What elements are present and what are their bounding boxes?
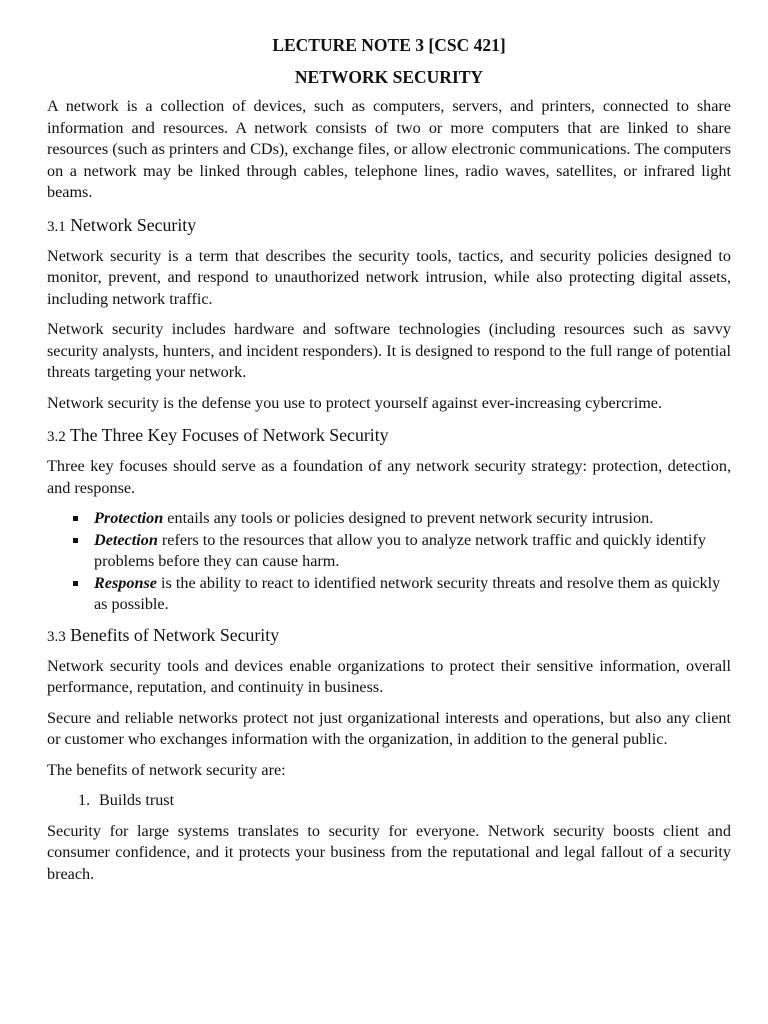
section-title: Network Security [70, 214, 197, 235]
list-item-number: 1. [78, 791, 91, 809]
benefits-list [47, 790, 731, 812]
section-number: 3.3 [47, 628, 66, 645]
section-heading-3-1 [47, 213, 731, 239]
intro-paragraph: A network is a collection of devices, such as computers, servers, and printers, connected to share information and resources. A network consists of two or more computers that are linked to share resources (such as printers and CDs), exchange files, or allow electronic communications. The computers on a network may be linked through cables, telephone lines, radio waves, satellites, or infrared light beams. [47, 97, 731, 201]
paragraph: Network security is a term that describes the security tools, tactics, and security policies designed to monitor, prevent, and respond to unauthorized network intrusion, while also protecting digital assets, including network traffic. [47, 246, 731, 308]
document-subtitle: NETWORK SECURITY [294, 67, 484, 87]
list-item [71, 573, 731, 616]
paragraph: Secure and reliable networks protect not just organizational interests and operations, but also any client or customer who exchanges information with the organization, in addition to the general public. [47, 708, 731, 748]
paragraph: Three key focuses should serve as a foundation of any network security strategy: protection, detection, and response. [47, 457, 731, 497]
list-item-term: Protection [94, 509, 164, 527]
list-item-text: Builds trust [99, 791, 175, 809]
section-number: 3.1 [47, 218, 66, 235]
list-item-text: is the ability to react to identified network security threats and resolve them as quickly as possible. [94, 573, 721, 613]
list-item-term: Detection [94, 530, 158, 549]
focus-list [47, 508, 731, 616]
list-item-text: entails any tools or policies designed to prevent network security intrusion. [163, 509, 654, 527]
square-bullet-icon [73, 516, 78, 521]
paragraph: Security for large systems translates to security for everyone. Network security boosts client and consumer confidence, and it protects your business from the reputational and legal fallout of a security breach. [47, 821, 731, 883]
section-title: The Three Key Focuses of Network Security [69, 425, 389, 445]
section-heading-3-2 [47, 423, 731, 449]
square-bullet-icon [73, 581, 78, 586]
list-item [71, 530, 731, 573]
section-title: Benefits of Network Security [70, 624, 280, 645]
section-number: 3.2 [47, 429, 66, 445]
document-title: LECTURE NOTE 3 [CSC 421] [272, 35, 506, 55]
paragraph: Network security includes hardware and software technologies (including resources such as savvy security analysts, hunters, and incident responders). It is designed to respond to the full range of potential threats targeting your network. [47, 320, 731, 381]
section-heading-3-3 [47, 623, 731, 649]
square-bullet-icon [73, 538, 78, 543]
paragraph: The benefits of network security are: [47, 760, 286, 779]
paragraph: Network security is the defense you use to protect yourself against ever-increasing cybercrime. [47, 393, 663, 412]
list-item [71, 508, 731, 530]
list-item-text: refers to the resources that allow you to analyze network traffic and quickly identify problems before they can cause harm. [94, 530, 706, 570]
list-item-term: Response [94, 573, 157, 592]
list-item [78, 790, 731, 812]
paragraph: Network security tools and devices enable organizations to protect their sensitive information, overall performance, reputation, and continuity in business. [47, 656, 731, 696]
